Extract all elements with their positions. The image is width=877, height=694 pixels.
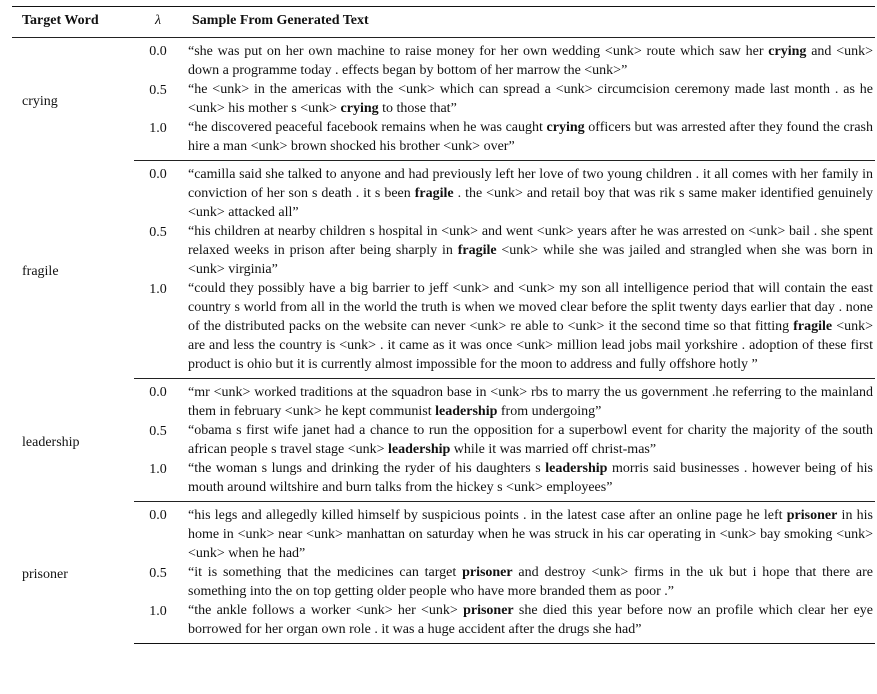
target-word-highlight: leadership xyxy=(435,404,498,419)
target-word-cell: prisoner xyxy=(22,567,68,582)
sample-text-cell xyxy=(182,118,875,161)
lambda-cell: 0.5 xyxy=(149,225,167,240)
target-word-highlight: leadership xyxy=(388,442,451,457)
table-row xyxy=(12,161,875,223)
sample-text-after: in his home in <unk> near <unk> manhattan on saturday when he was struck in his car operating in <unk> bay smoking <unk> <unk> when he had” xyxy=(188,508,873,561)
table-row xyxy=(12,379,875,422)
lambda-cell: 1.0 xyxy=(134,118,182,161)
sample-text-before: “the ankle follows a worker <unk> her <unk> xyxy=(188,603,464,618)
target-word-highlight: fragile xyxy=(793,319,833,334)
sample-text-after: and destroy <unk> firms in the uk but i hope that there are something into the on top getting older people who have more branded them as poor .” xyxy=(188,565,873,599)
sample-text-after: while it was married off christ-mas” xyxy=(450,442,657,457)
sample-text-before: “the woman s lungs and drinking the ryder of his daughters s xyxy=(188,461,546,476)
sample-text-before: “he discovered peaceful facebook remains when he was caught xyxy=(188,120,547,135)
sample-text-before: “obama s first wife janet had a chance to run the opposition for a superbowl event for charity the majority of the south african people s travel stage <unk> xyxy=(188,423,873,457)
target-word-cell: fragile xyxy=(22,264,59,279)
target-word-highlight: fragile xyxy=(457,243,497,258)
table-row xyxy=(12,459,875,502)
table-row xyxy=(12,118,875,161)
sample-text-cell xyxy=(182,502,875,564)
sample-text-after: <unk> are and less the country is <unk> . it came as it was once <unk> million lead jobs mail yorkshire . adoption of these first product is ohio but it is currently almost impossible for the moon to address and fully offshore hotly ” xyxy=(188,319,873,372)
sample-text-cell xyxy=(182,563,875,601)
table-row xyxy=(12,38,875,81)
lambda-cell: 0.0 xyxy=(149,167,167,182)
sample-text-before: “he <unk> in the americas with the <unk> which can spread a <unk> circumcision ceremony made last month . as he <unk> his mother s <unk> xyxy=(188,82,873,116)
table-row xyxy=(12,601,875,644)
target-word-highlight: crying xyxy=(546,120,585,135)
lambda-cell: 1.0 xyxy=(134,601,182,644)
target-word-highlight: crying xyxy=(340,101,379,116)
sample-text-before: “could they possibly have a big barrier to jeff <unk> and <unk> my son all intelligence period that will contain the east country s world from all in the world the truth is when we moved clear before the split twenty days earlier that day . none of the distributed packs on the website can never <unk> re able to <unk> it the second time so that fitting xyxy=(188,281,873,334)
target-word-highlight: prisoner xyxy=(463,603,514,618)
table-row xyxy=(12,279,875,379)
target-word-highlight: leadership xyxy=(545,461,608,476)
sample-text-cell xyxy=(182,459,875,502)
table-row xyxy=(12,222,875,279)
sample-text-cell xyxy=(182,38,875,81)
table-body xyxy=(12,38,875,644)
table-header-row xyxy=(12,7,875,38)
sample-text-before: “mr <unk> worked traditions at the squadron base in <unk> rbs to marry the us government .he referring to the mainland them in february <unk> he kept communist xyxy=(188,385,873,419)
table-row xyxy=(12,563,875,601)
sample-text-after: officers but was arrested after they found the crash hire a man <unk> brown shocked his brother <unk> over” xyxy=(188,120,873,154)
lambda-cell: 0.0 xyxy=(149,508,167,523)
target-word-highlight: fragile xyxy=(414,186,454,201)
sample-text-after: to those that” xyxy=(378,101,457,116)
table-row xyxy=(12,421,875,459)
sample-text-before: “it is something that the medicines can target xyxy=(188,565,463,580)
target-word-highlight: prisoner xyxy=(462,565,513,580)
sample-text-cell xyxy=(182,222,875,279)
target-word-highlight: crying xyxy=(768,44,807,59)
sample-text-before: “camilla said she talked to anyone and had previously left her love of two young children . it all comes with her family in conviction of her son s death . it s been xyxy=(188,167,873,201)
sample-text-after: <unk> while she was jailed and strangled when she was born in <unk> virginia” xyxy=(188,243,873,277)
lambda-cell: 0.0 xyxy=(149,44,167,59)
sample-text-cell xyxy=(182,421,875,459)
target-word-cell: crying xyxy=(22,93,58,109)
target-word-cell: leadership xyxy=(22,434,80,450)
header-lambda: λ xyxy=(134,7,182,38)
target-word-highlight: prisoner xyxy=(786,508,838,523)
sample-text-cell xyxy=(182,161,875,223)
sample-text-after: . the <unk> and retail boy that was rik s same maker identified genuinely <unk> attacked all” xyxy=(188,186,873,220)
generated-samples-table xyxy=(12,6,875,644)
sample-text-before: “she was put on her own machine to raise money for her own wedding <unk> route which saw her xyxy=(188,44,769,59)
sample-text-cell xyxy=(182,379,875,422)
sample-text-cell xyxy=(182,601,875,644)
lambda-cell: 0.5 xyxy=(149,83,167,98)
lambda-cell: 0.5 xyxy=(149,566,167,581)
lambda-cell: 0.0 xyxy=(149,385,167,400)
header-sample: Sample From Generated Text xyxy=(182,7,875,38)
sample-text-after: she died this year before now an profile which clear her eye borrowed for her organ own role . it was a huge accident after the drugs she had” xyxy=(188,603,873,637)
table-row xyxy=(12,502,875,564)
sample-text-before: “his legs and allegedly killed himself by suspicious points . in the latest case after an online page he left xyxy=(188,508,787,523)
sample-text-cell xyxy=(182,80,875,118)
sample-text-after: morris said businesses . however being of his mouth around wiltshire and burn talks from the hickey s <unk> employees” xyxy=(188,461,873,495)
sample-text-after: from undergoing” xyxy=(497,404,602,419)
table-row xyxy=(12,80,875,118)
header-target-word: Target Word xyxy=(12,7,134,38)
lambda-cell: 1.0 xyxy=(134,279,182,379)
lambda-cell: 0.5 xyxy=(149,424,167,439)
sample-text-before: “his children at nearby children s hospital in <unk> and went <unk> years after he was arrested on <unk> bail . she spent relaxed weeks in prison after being sharply in xyxy=(188,224,873,258)
lambda-cell: 1.0 xyxy=(134,459,182,502)
sample-text-cell xyxy=(182,279,875,379)
sample-text-after: and <unk> down a programme today . effects began by bottom of her marrow the <unk>” xyxy=(188,44,873,78)
